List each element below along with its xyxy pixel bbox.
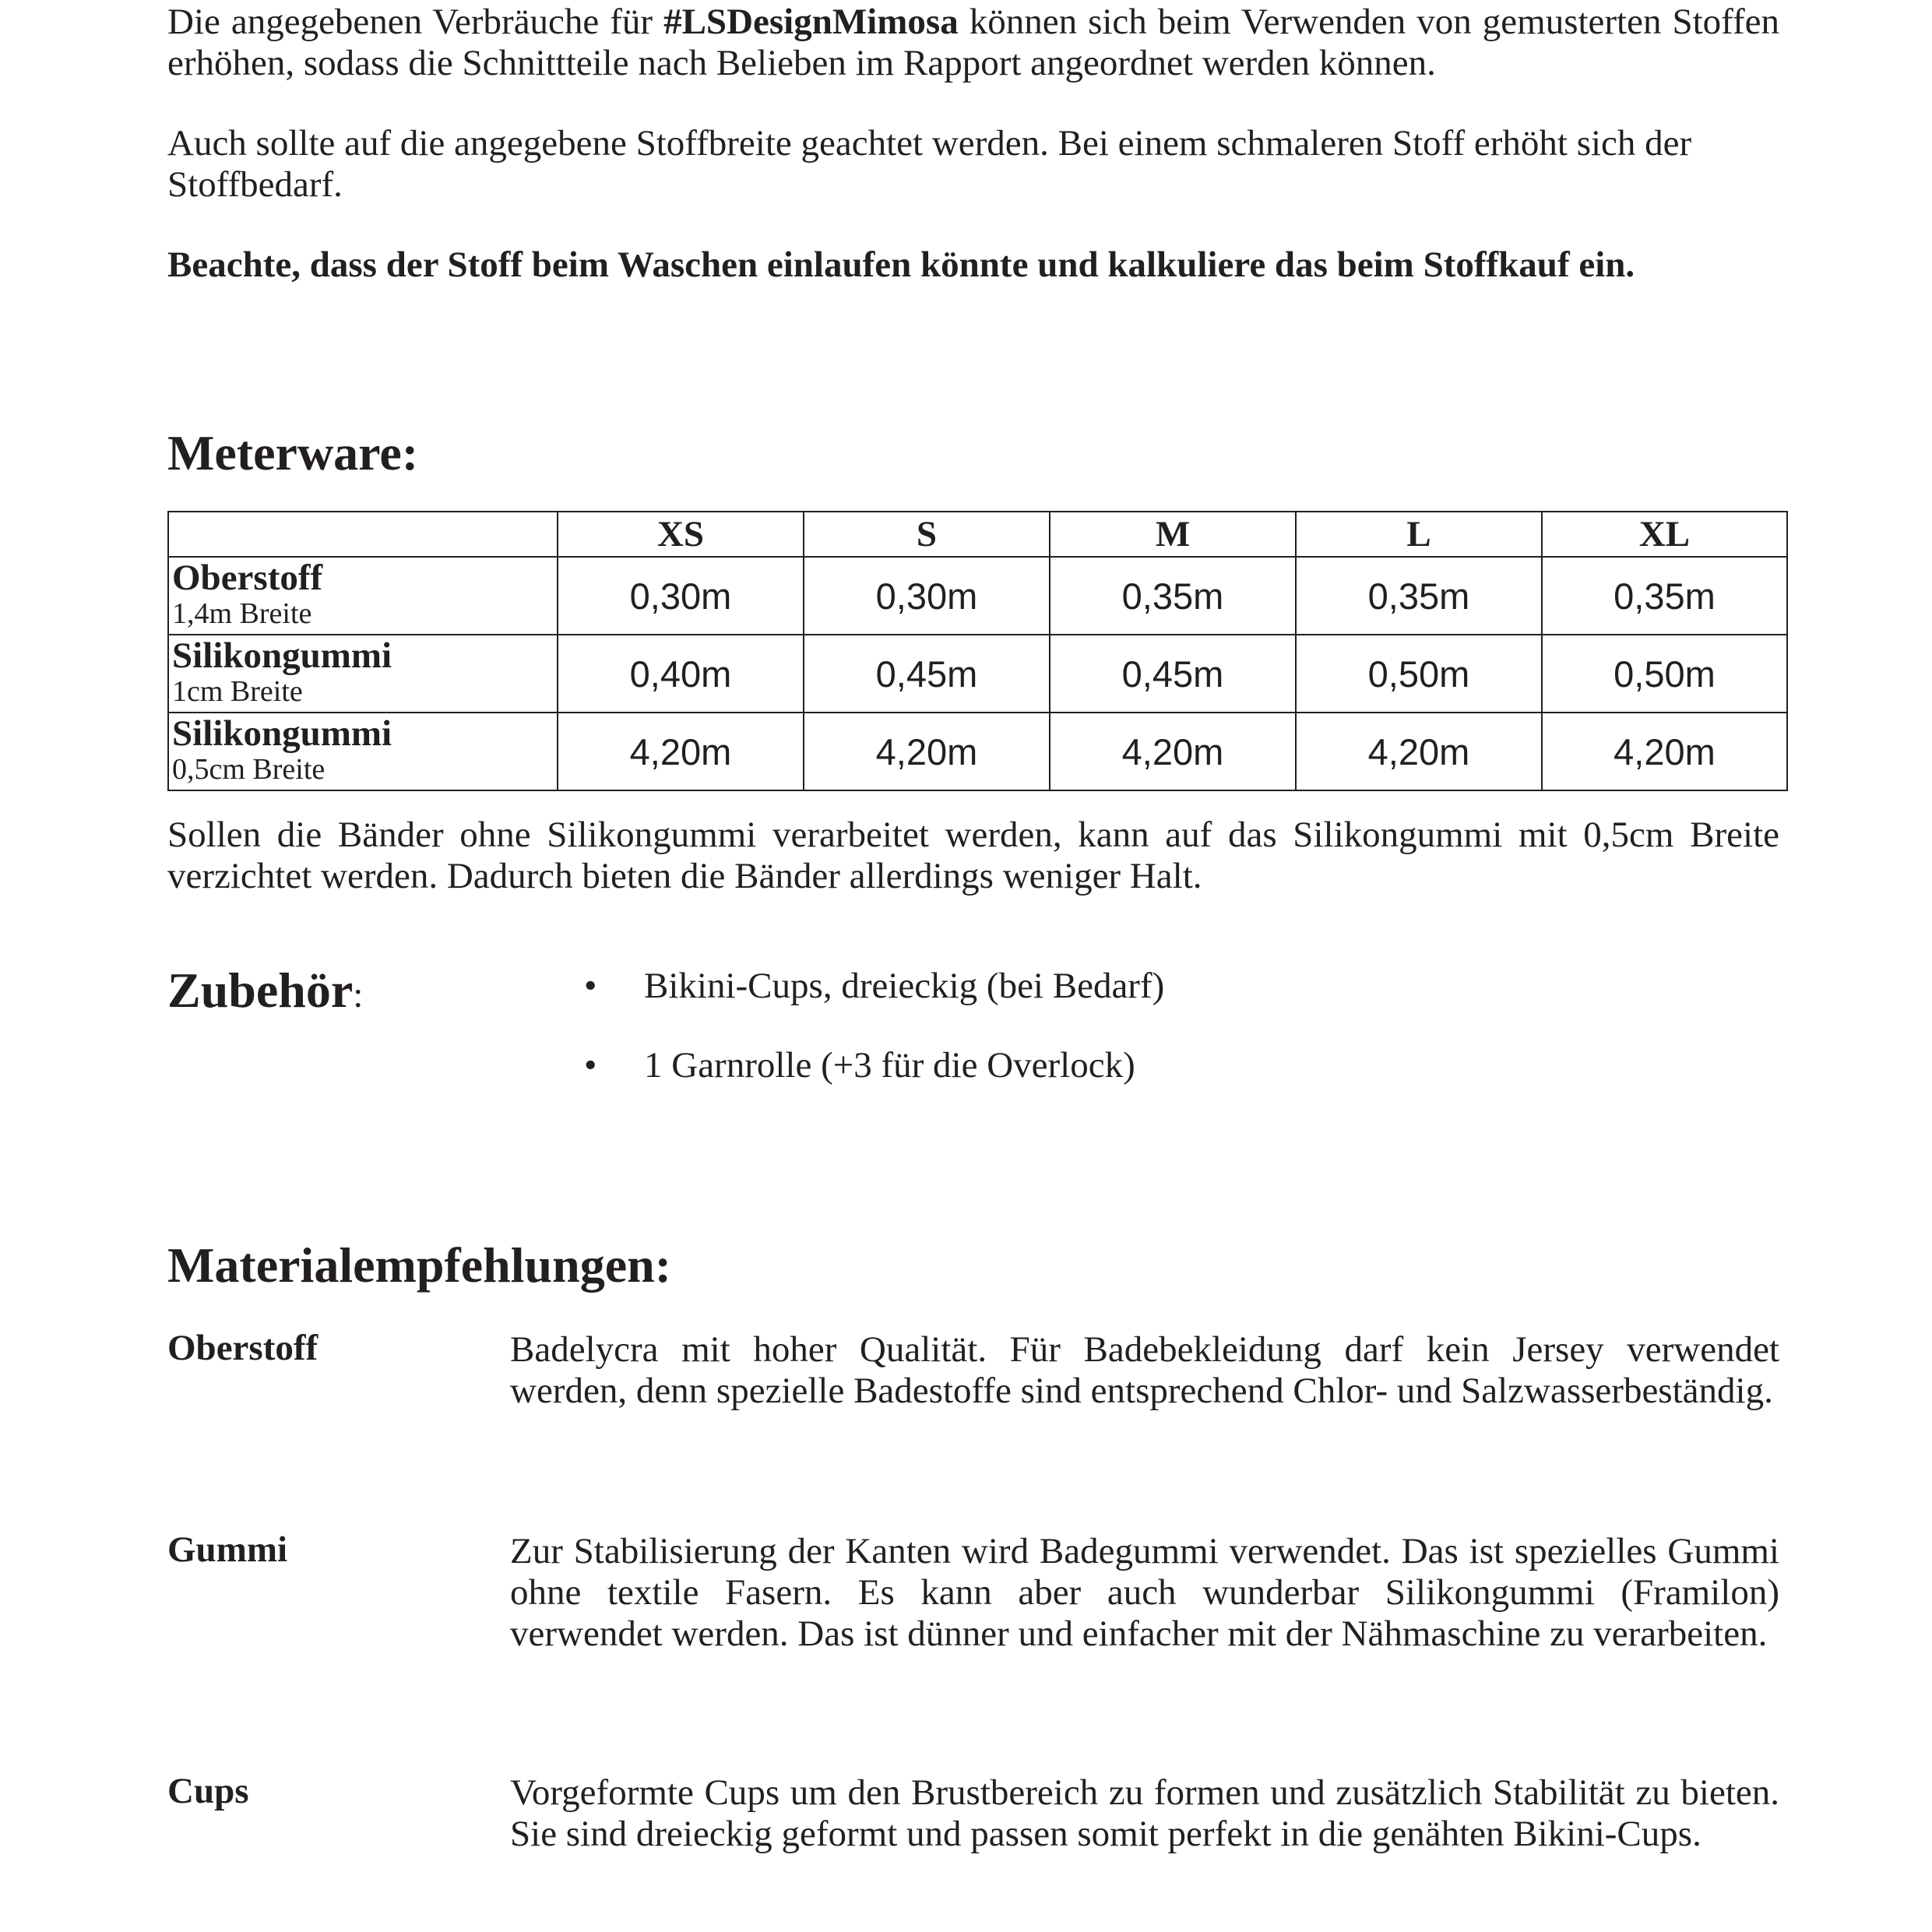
- table-cell: 4,20m: [804, 713, 1050, 790]
- material-label-oberstoff: Oberstoff: [167, 1328, 318, 1368]
- column-header-l: L: [1296, 512, 1542, 557]
- bullet-icon: •: [584, 966, 597, 1006]
- table-row: [168, 713, 1787, 790]
- intro-paragraph-3-warning: Beachte, dass der Stoff beim Waschen einlaufen könnte und kalkuliere das beim Stoffkauf ein.: [167, 245, 1635, 285]
- table-cell: 4,20m: [1542, 713, 1787, 790]
- intro-text-end: können sich beim Verwenden von gemusterten Stoffen erhöhen, sodass die Schnittteile nach Belieben im Rapport angeordnet werden können.: [167, 2, 1779, 83]
- table-corner-cell: [168, 512, 558, 557]
- table-cell: 0,45m: [1050, 635, 1296, 713]
- column-header-xs: XS: [558, 512, 804, 557]
- table-cell: 4,20m: [1296, 713, 1542, 790]
- bullet-icon: •: [584, 1045, 597, 1086]
- table-cell: 0,35m: [1050, 557, 1296, 635]
- fabric-consumption-table: [167, 511, 1788, 791]
- row-width: 1,4m Breite: [172, 597, 312, 630]
- table-cell: 0,45m: [804, 635, 1050, 713]
- row-header-silikongummi-05cm: [168, 713, 558, 790]
- zubehoer-heading-colon: :: [353, 975, 364, 1015]
- list-item-text: Bikini-Cups, dreieckig (bei Bedarf): [644, 966, 1165, 1006]
- accessories-list: [584, 966, 1164, 1124]
- zubehoer-heading-text: Zubehör: [167, 962, 354, 1018]
- material-label-cups: Cups: [167, 1771, 249, 1811]
- list-item: [584, 1045, 1164, 1124]
- table-header-row: [168, 512, 1787, 557]
- material-label-gummi: Gummi: [167, 1529, 288, 1570]
- table-row: [168, 557, 1787, 635]
- material-heading: Materialempfehlungen:: [167, 1237, 671, 1293]
- table-cell: 4,20m: [1050, 713, 1296, 790]
- meterware-note: Sollen die Bänder ohne Silikongummi verarbeitet werden, kann auf das Silikongummi mit 0,5cm Breite verzichtet werden. Dadurch bieten die Bänder allerdings weniger Halt.: [167, 815, 1779, 896]
- row-header-silikongummi-1cm: [168, 635, 558, 713]
- list-item-text: 1 Garnrolle (+3 für die Overlock): [644, 1045, 1135, 1086]
- row-width: 0,5cm Breite: [172, 753, 326, 786]
- material-text-cups: Vorgeformte Cups um den Brustbereich zu formen und zusätzlich Stabilität zu bieten. Sie sind dreieckig geformt und passen somit perfekt in die genähten Bikini-Cups.: [510, 1772, 1779, 1854]
- row-name: Silikongummi: [172, 713, 392, 754]
- table-cell: 4,20m: [558, 713, 804, 790]
- material-text-oberstoff: Badelycra mit hoher Qualität. Für Badebekleidung darf kein Jersey verwendet werden, denn spezielle Badestoffe sind entsprechend Chlor- und Salzwasserbeständig.: [510, 1329, 1779, 1411]
- material-text-gummi: Zur Stabilisierung der Kanten wird Badegummi verwendet. Das ist spezielles Gummi ohne textile Fasern. Es kann aber auch wunderbar Silikongummi (Framilon) verwendet werden. Das ist dünner und einfacher mit der Nähmaschine zu verarbeiten.: [510, 1531, 1779, 1654]
- table-cell: 0,40m: [558, 635, 804, 713]
- table-row: [168, 635, 1787, 713]
- intro-paragraph-2: Auch sollte auf die angegebene Stoffbreite geachtet werden. Bei einem schmaleren Stoff erhöht sich der Stoffbedarf.: [167, 123, 1692, 205]
- column-header-s: S: [804, 512, 1050, 557]
- table-cell: 0,50m: [1542, 635, 1787, 713]
- table-cell: 0,30m: [558, 557, 804, 635]
- table-cell: 0,30m: [804, 557, 1050, 635]
- table-cell: 0,50m: [1296, 635, 1542, 713]
- intro-text-start: Die angegebenen Verbräuche für: [167, 2, 664, 42]
- column-header-xl: XL: [1542, 512, 1787, 557]
- table-cell: 0,35m: [1296, 557, 1542, 635]
- row-name: Oberstoff: [172, 558, 323, 598]
- row-name: Silikongummi: [172, 635, 392, 676]
- design-hashtag: #LSDesignMimosa: [663, 2, 959, 42]
- column-header-m: M: [1050, 512, 1296, 557]
- zubehoer-heading: [167, 962, 363, 1024]
- row-header-oberstoff: [168, 557, 558, 635]
- table-cell: 0,35m: [1542, 557, 1787, 635]
- meterware-heading: Meterware:: [167, 425, 419, 480]
- list-item: [584, 966, 1164, 1045]
- intro-paragraph-1: [167, 2, 1779, 84]
- row-width: 1cm Breite: [172, 675, 303, 708]
